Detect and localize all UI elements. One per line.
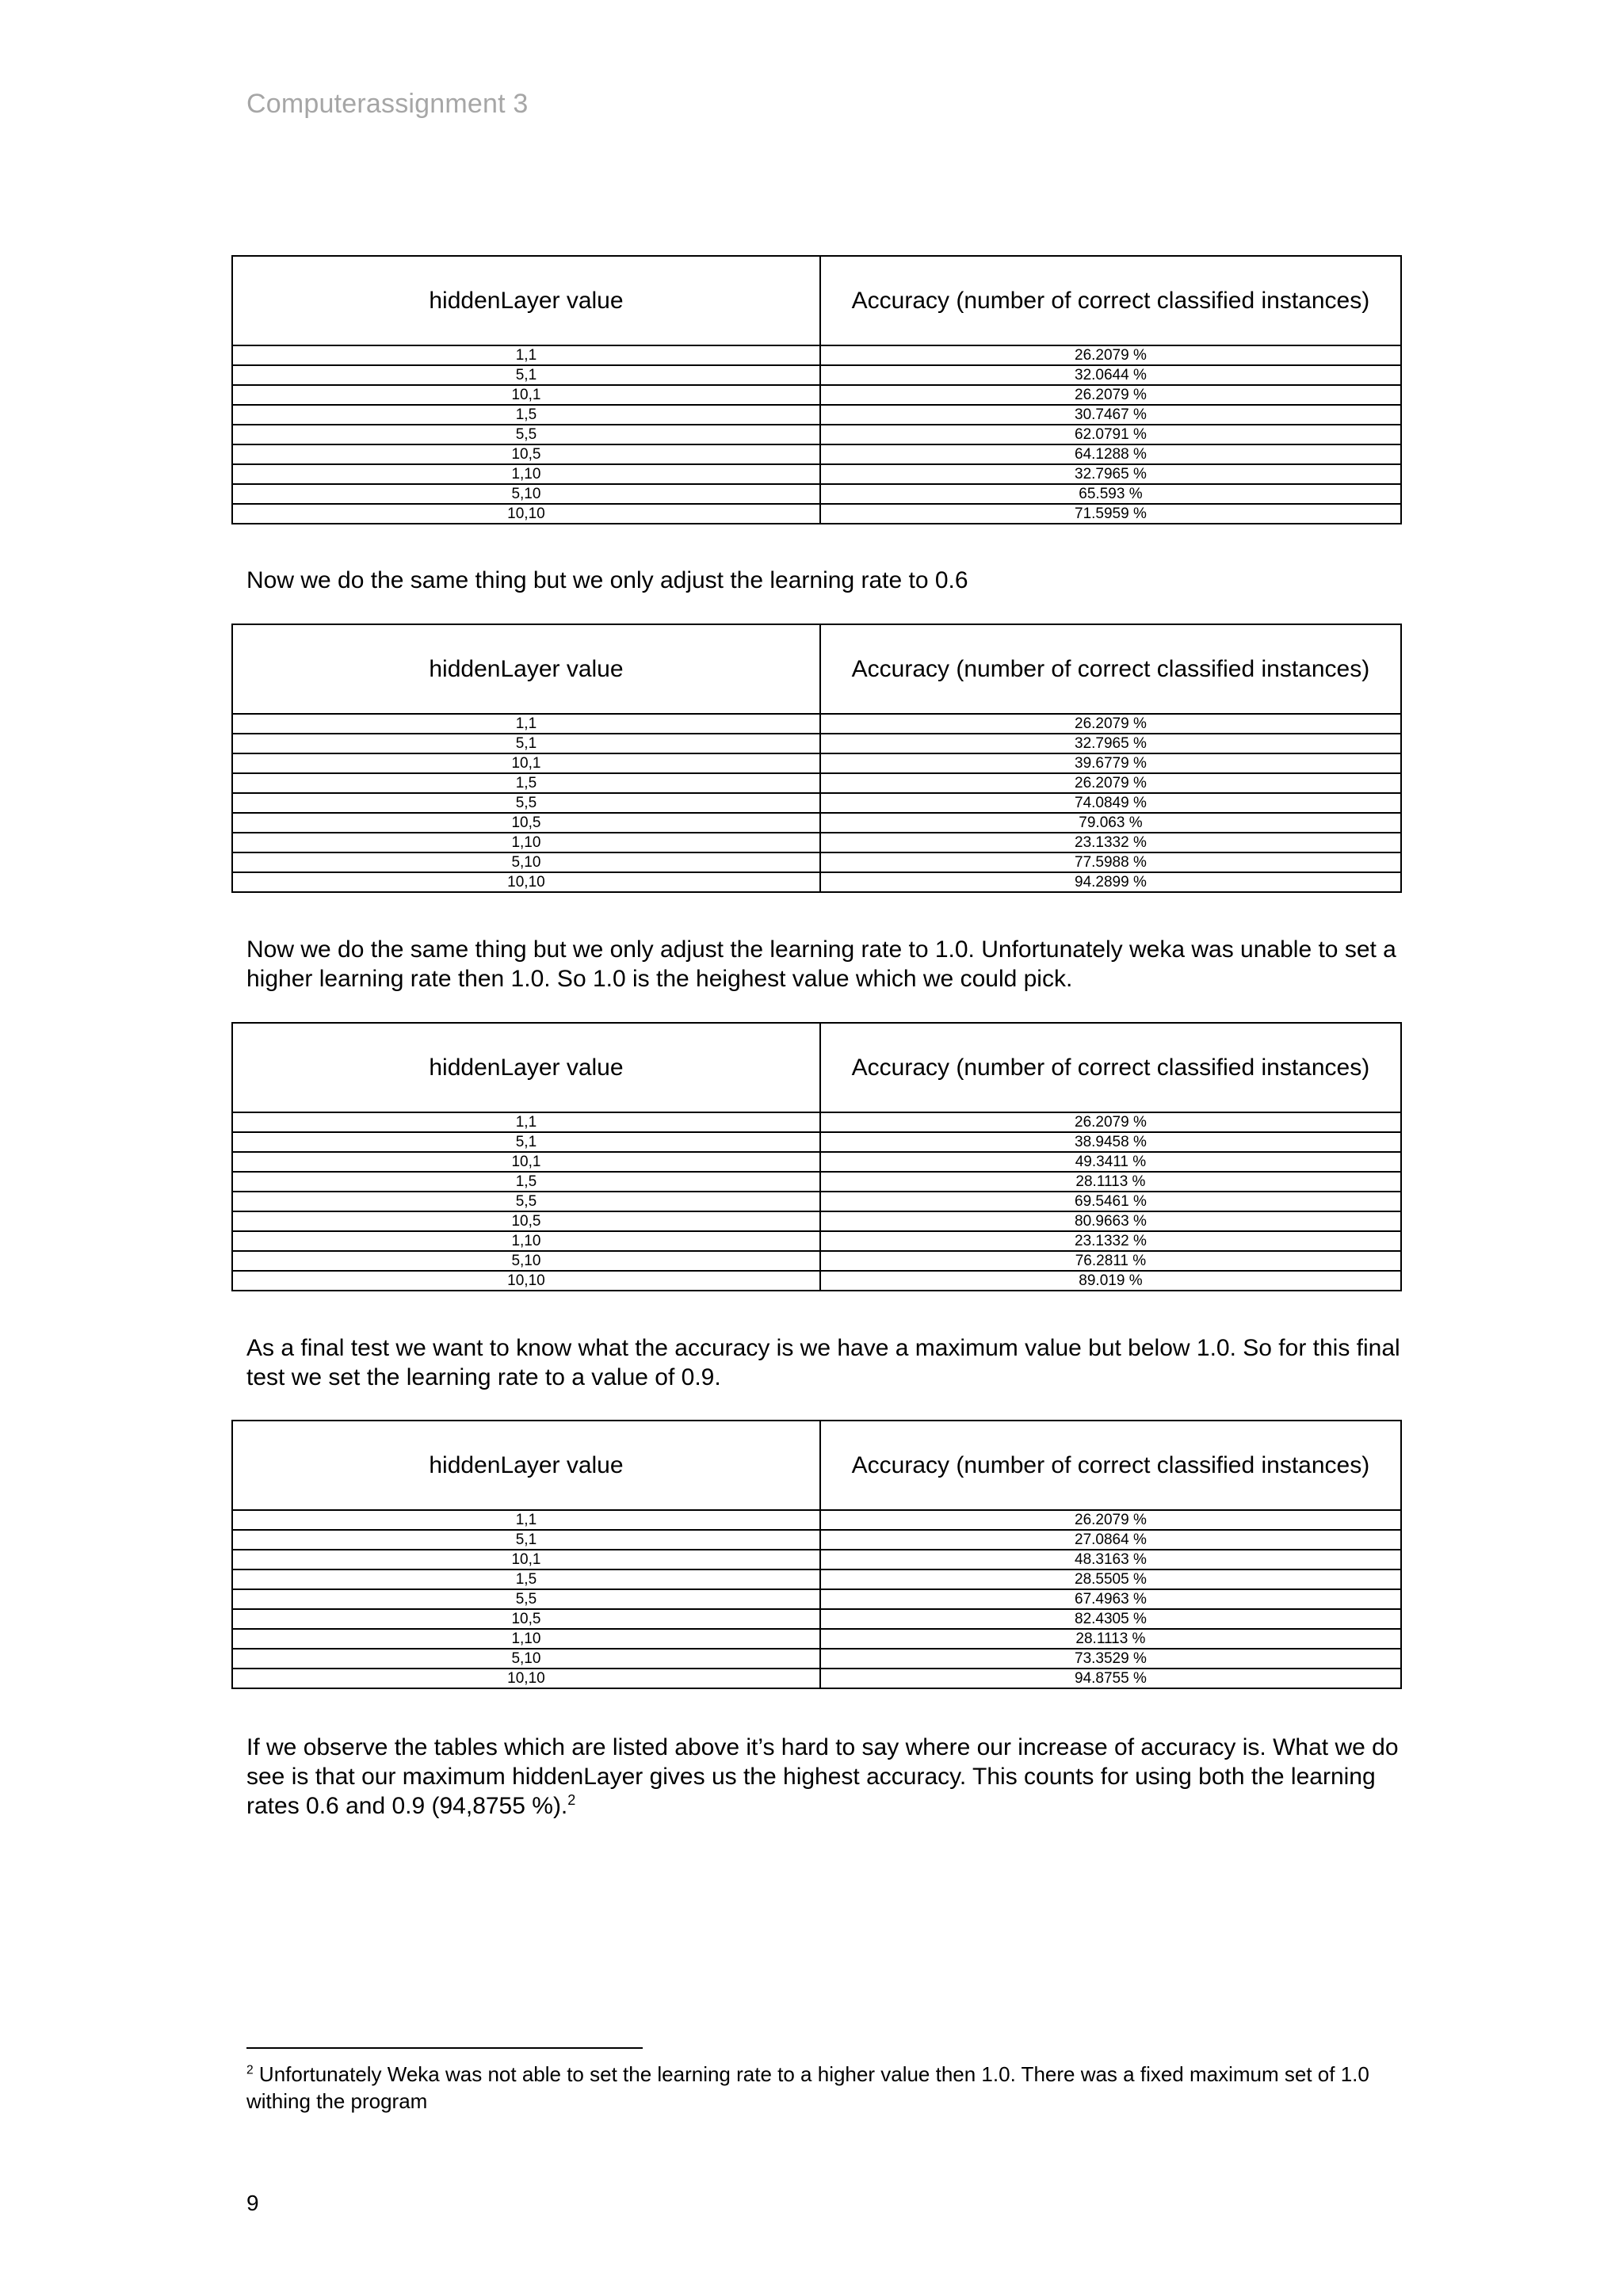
table-row (232, 1231, 1401, 1251)
hiddenlayer-cell: 1,5 (232, 1569, 820, 1589)
hiddenlayer-cell: 1,10 (232, 1231, 820, 1251)
table-row (232, 365, 1401, 385)
accuracy-cell: 26.2079 % (820, 1112, 1401, 1132)
accuracy-cell: 62.0791 % (820, 425, 1401, 444)
accuracy-cell: 65.593 % (820, 484, 1401, 504)
table-row (232, 1609, 1401, 1629)
table-row (232, 1192, 1401, 1211)
hiddenlayer-cell: 1,5 (232, 773, 820, 793)
footnote-reference[interactable]: 2 (567, 1792, 576, 1808)
hiddenlayer-cell: 10,1 (232, 1550, 820, 1569)
column-header-accuracy: Accuracy (number of correct classified instances) (820, 1023, 1401, 1112)
column-header-accuracy: Accuracy (number of correct classified instances) (820, 624, 1401, 714)
accuracy-cell: 94.2899 % (820, 872, 1401, 892)
page-header-title: Computerassignment 3 (246, 89, 529, 119)
column-header-hiddenlayer: hiddenLayer value (232, 1023, 820, 1112)
accuracy-cell: 94.8755 % (820, 1669, 1401, 1688)
hiddenlayer-cell: 1,1 (232, 345, 820, 365)
table-row (232, 872, 1401, 892)
hiddenlayer-cell: 5,5 (232, 1192, 820, 1211)
accuracy-cell: 69.5461 % (820, 1192, 1401, 1211)
table-row (232, 1589, 1401, 1609)
accuracy-cell: 26.2079 % (820, 345, 1401, 365)
hiddenlayer-cell: 5,10 (232, 484, 820, 504)
table-row (232, 833, 1401, 852)
accuracy-cell: 32.7965 % (820, 464, 1401, 484)
hiddenlayer-cell: 5,5 (232, 1589, 820, 1609)
accuracy-cell: 71.5959 % (820, 504, 1401, 524)
hiddenlayer-cell: 1,1 (232, 1510, 820, 1530)
accuracy-cell: 64.1288 % (820, 444, 1401, 464)
results-table-1 (231, 255, 1402, 524)
hiddenlayer-cell: 5,1 (232, 734, 820, 753)
accuracy-cell: 26.2079 % (820, 714, 1401, 734)
accuracy-cell: 80.9663 % (820, 1211, 1401, 1231)
table-row (232, 1550, 1401, 1569)
table-row (232, 1669, 1401, 1688)
table-header-row (232, 624, 1401, 714)
accuracy-cell: 32.0644 % (820, 365, 1401, 385)
hiddenlayer-cell: 5,1 (232, 1132, 820, 1152)
accuracy-cell: 67.4963 % (820, 1589, 1401, 1609)
results-table-2 (231, 624, 1402, 893)
table-row (232, 813, 1401, 833)
hiddenlayer-cell: 1,5 (232, 1172, 820, 1192)
hiddenlayer-cell: 5,5 (232, 425, 820, 444)
accuracy-cell: 32.7965 % (820, 734, 1401, 753)
hiddenlayer-cell: 5,1 (232, 365, 820, 385)
results-table-3 (231, 1022, 1402, 1291)
table-row (232, 1569, 1401, 1589)
hiddenlayer-cell: 1,10 (232, 833, 820, 852)
hiddenlayer-cell: 10,1 (232, 1152, 820, 1172)
column-header-hiddenlayer: hiddenLayer value (232, 256, 820, 345)
table-row (232, 714, 1401, 734)
column-header-hiddenlayer: hiddenLayer value (232, 1421, 820, 1510)
table-row (232, 1530, 1401, 1550)
hiddenlayer-cell: 10,5 (232, 1211, 820, 1231)
conclusion-text: If we observe the tables which are listed above it’s hard to say where our increase of accuracy is. What we do see is that our maximum hiddenLayer gives us the highest accuracy. This counts for using both the learning rates 0.6 and 0.9 (94,8755 %). (246, 1734, 1399, 1819)
footnote-marker: 2 (246, 2063, 254, 2077)
accuracy-cell: 79.063 % (820, 813, 1401, 833)
hiddenlayer-cell: 5,5 (232, 793, 820, 813)
hiddenlayer-cell: 10,5 (232, 1609, 820, 1629)
hiddenlayer-cell: 1,1 (232, 1112, 820, 1132)
hiddenlayer-cell: 10,10 (232, 1271, 820, 1291)
table-row (232, 1629, 1401, 1649)
table-row (232, 1211, 1401, 1231)
table-row (232, 1152, 1401, 1172)
table-row (232, 1510, 1401, 1530)
table-row (232, 405, 1401, 425)
table-header-row (232, 1421, 1401, 1510)
accuracy-cell: 74.0849 % (820, 793, 1401, 813)
results-table-4 (231, 1420, 1402, 1689)
paragraph-learning-rate-0-6: Now we do the same thing but we only adjust the learning rate to 0.6 (246, 567, 968, 593)
table-row (232, 1271, 1401, 1291)
table-row (232, 1649, 1401, 1669)
accuracy-cell: 77.5988 % (820, 852, 1401, 872)
table-header-row (232, 256, 1401, 345)
accuracy-cell: 28.1113 % (820, 1172, 1401, 1192)
table-row (232, 1112, 1401, 1132)
hiddenlayer-cell: 10,5 (232, 444, 820, 464)
accuracy-cell: 28.5505 % (820, 1569, 1401, 1589)
accuracy-cell: 26.2079 % (820, 1510, 1401, 1530)
paragraph-conclusion (246, 1733, 1411, 1821)
table-row (232, 1251, 1401, 1271)
column-header-accuracy: Accuracy (number of correct classified instances) (820, 256, 1401, 345)
page-number: 9 (246, 2191, 259, 2215)
hiddenlayer-cell: 5,1 (232, 1530, 820, 1550)
accuracy-cell: 38.9458 % (820, 1132, 1401, 1152)
table-row (232, 793, 1401, 813)
table-row (232, 444, 1401, 464)
table-row (232, 753, 1401, 773)
accuracy-cell: 23.1332 % (820, 833, 1401, 852)
accuracy-cell: 23.1332 % (820, 1231, 1401, 1251)
column-header-accuracy: Accuracy (number of correct classified instances) (820, 1421, 1401, 1510)
table-row (232, 345, 1401, 365)
hiddenlayer-cell: 1,10 (232, 464, 820, 484)
hiddenlayer-cell: 10,1 (232, 385, 820, 405)
accuracy-cell: 28.1113 % (820, 1629, 1401, 1649)
paragraph-final-test: As a final test we want to know what the accuracy is we have a maximum value but below 1.0. So for this final test we set the learning rate to a value of 0.9. (246, 1335, 1400, 1390)
table-row (232, 504, 1401, 524)
table-row (232, 1172, 1401, 1192)
accuracy-cell: 49.3411 % (820, 1152, 1401, 1172)
hiddenlayer-cell: 10,10 (232, 1669, 820, 1688)
accuracy-cell: 26.2079 % (820, 773, 1401, 793)
footnote-text: Unfortunately Weka was not able to set the learning rate to a higher value then 1.0. There was a fixed maximum set of 1.0 withing the program (246, 2062, 1369, 2113)
paragraph-learning-rate-1-0: Now we do the same thing but we only adjust the learning rate to 1.0. Unfortunately weka was unable to set a higher learning rate then 1.0. So 1.0 is the heighest value which we could pick. (246, 936, 1396, 992)
table-row (232, 464, 1401, 484)
accuracy-cell: 27.0864 % (820, 1530, 1401, 1550)
table-row (232, 484, 1401, 504)
table-row (232, 734, 1401, 753)
hiddenlayer-cell: 10,1 (232, 753, 820, 773)
hiddenlayer-cell: 1,1 (232, 714, 820, 734)
accuracy-cell: 76.2811 % (820, 1251, 1401, 1271)
accuracy-cell: 48.3163 % (820, 1550, 1401, 1569)
table-row (232, 1132, 1401, 1152)
table-row (232, 852, 1401, 872)
hiddenlayer-cell: 1,10 (232, 1629, 820, 1649)
hiddenlayer-cell: 5,10 (232, 1649, 820, 1669)
footnote (246, 2061, 1403, 2115)
hiddenlayer-cell: 10,10 (232, 504, 820, 524)
accuracy-cell: 26.2079 % (820, 385, 1401, 405)
hiddenlayer-cell: 1,5 (232, 405, 820, 425)
accuracy-cell: 82.4305 % (820, 1609, 1401, 1629)
hiddenlayer-cell: 5,10 (232, 1251, 820, 1271)
hiddenlayer-cell: 10,5 (232, 813, 820, 833)
footnote-separator (246, 2047, 643, 2049)
column-header-hiddenlayer: hiddenLayer value (232, 624, 820, 714)
hiddenlayer-cell: 5,10 (232, 852, 820, 872)
accuracy-cell: 30.7467 % (820, 405, 1401, 425)
accuracy-cell: 73.3529 % (820, 1649, 1401, 1669)
table-row (232, 425, 1401, 444)
table-row (232, 773, 1401, 793)
table-header-row (232, 1023, 1401, 1112)
table-row (232, 385, 1401, 405)
hiddenlayer-cell: 10,10 (232, 872, 820, 892)
accuracy-cell: 89.019 % (820, 1271, 1401, 1291)
accuracy-cell: 39.6779 % (820, 753, 1401, 773)
